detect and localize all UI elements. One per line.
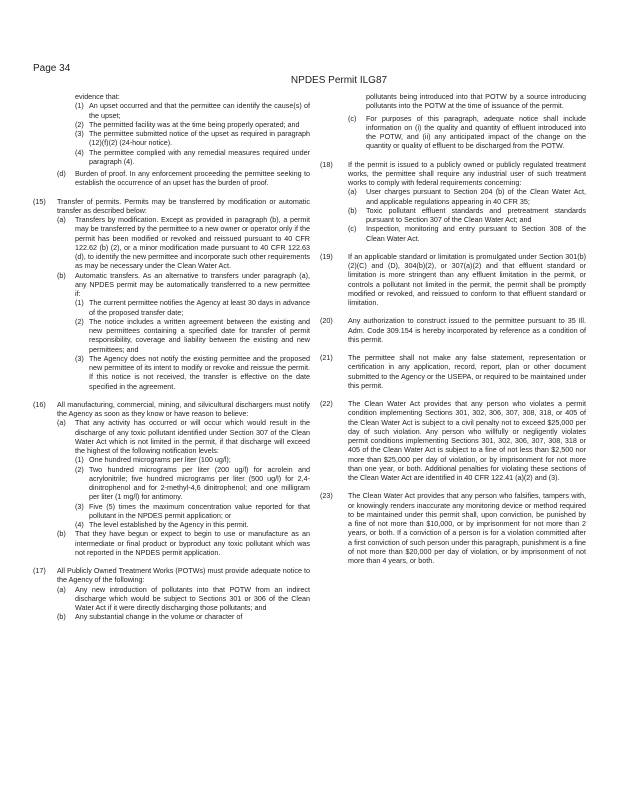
- section-22: (22) The Clean Water Act provides that any person who violates a permit condition implementing Sections 301, 302, 306, 307, 308, 318, or 405 of the Clean Water Act is subject to a civil penalty not to exceed $25,000 per day of such violation. Any person who willfully or negligently violates permit conditions implementing Sections 301, 302, 306, 307, 308, 318 or 405 of the Clean Water Act is subject to a fine of not less than $2,500 nor more than $25,000 per day of violation, or by imprisonment for not more than one year, or both. Additional penalties for violating these sections of the Clean Water Act are identified in 40 CFR 122.41 (a)(2) and (3).: [320, 399, 586, 482]
- section-20: (20) Any authorization to construct issued to the permittee pursuant to 35 Ill. Adm. Code 309.154 is hereby incorporated by reference as a condition of this permit.: [320, 316, 586, 344]
- section-17: (17) All Publicly Owned Treatment Works (POTWs) must provide adequate notice to the Agency of the following: (a) Any new introduction of pollutants into that POTW from an indirect discharge which would be subject to Sections 301 or 306 of the Clean Water Act if it were directly discharging those pollutants; and (b) Any substantial change in the volume or character of: [33, 566, 310, 622]
- list-item: (a) User charges pursuant to Section 204 (b) of the Clean Water Act, and applicable regulations appearing in 40 CFR 35;: [348, 187, 586, 206]
- section-17c: (c) For purposes of this paragraph, adequate notice shall include information on (i) the quality and quantity of effluent introduced into the POTW, and (ii) any anticipated impact of the change on the quantity or quality of effluent to be discharged from the POTW.: [348, 113, 586, 151]
- section-23: (23) The Clean Water Act provides that any person who falsifies, tampers with, or knowingly renders inaccurate any monitoring device or method required to be maintained under this permit shall, upon conviction, be punished by a fine of not more than $10,000, or by imprisonment for not more than 2 years, or both. If a conviction of a person is for a violation committed after a first conviction of such person under this paragraph, punishment is a fine of not more than $20,000 per day of violation, or by imprisonment of not more than 4 years, or both.: [320, 491, 586, 565]
- list-item: (b) Toxic pollutant effluent standards and pretreatment standards pursuant to Section 307 of the Clean Water Act; and: [348, 205, 586, 224]
- list-item: (3) The Agency does not notify the existing permittee and the proposed new permittee of its intent to modify or revoke and reissue the permit. If this notice is not received, the transfer is effective on the date specified in the agreement.: [75, 353, 310, 391]
- list-item: (c) Inspection, monitoring and entry pursuant to Section 308 of the Clean Water Act.: [348, 224, 586, 243]
- list-item: (4) The permittee complied with any remedial measures required under paragraph (4).: [75, 147, 310, 166]
- upset-evidence: [33, 92, 310, 166]
- list-item: (3) The permittee submitted notice of the upset as required in paragraph (12)(f)(2) (24-hour notice).: [75, 129, 310, 148]
- list-item: (3) Five (5) times the maximum concentration value reported for that pollutant in the NPDES permit application; or: [75, 501, 310, 520]
- list-item: (4) The level established by the Agency in this permit.: [75, 520, 249, 529]
- section-16: (16) All manufacturing, commercial, mining, and silvicultural dischargers must notify the Agency as soon as they know or have reason to believe: (a) That any activity has occurred or will occur which would result in the discharge of any toxic pollutant identified under Section 307 of the Clean Water Act which is not limited in the permit, if that discharge will exceed the highest of the following notification levels: (1) One hundred micrograms per liter (100 ug/l); (2) Two hundred micrograms per liter (200 ug/l) for acrolein and acrylonitrile; five hundred micrograms per liter (500 ug/l) for 2,4-dinitrophenol and for 2-methyl-4,6 dinitrophenol; and one milligram per liter (1 mg/l) for antimony. (3) Five (5) times the maximum concentration value reported for that pollutant in the NPDES permit application; or (4) The level established by the Agency in this permit. (b) That they have begun or expect to begin to use or manufacture as an intermediate or final product or byproduct any toxic pollutant which was not reported in the NPDES permit application.: [33, 399, 310, 557]
- left-column: [33, 92, 310, 631]
- list-item: (1) An upset occurred and that the permittee can identify the cause(s) of the upset;: [75, 101, 310, 120]
- right-column: [320, 92, 586, 574]
- section-21: (21) The permittee shall not make any false statement, representation or certification in any application, record, report, plan or other document submitted to the Agency or the USEPA, or required to be maintained under this permit.: [320, 353, 586, 390]
- burden-of-proof: (d) Burden of proof. In any enforcement proceeding the permittee seeking to establish the occurrence of an upset has the burden of proof.: [57, 169, 310, 188]
- list-item: (2) The notice includes a written agreement between the existing and new permittees containing a specified date for transfer of permit responsibility, coverage and liability between the existing and new permittees; and: [75, 316, 310, 354]
- section-18: (18) If the permit is issued to a publicly owned or publicly regulated treatment works, the permittee shall require any industrial user of such treatment works to comply with federal requirements concerning: (a) User charges pursuant to Section 204 (b) of the Clean Water Act, and applicable regulations appearing in 40 CFR 35; (b) Toxic pollutant effluent standards and pretreatment standards pursuant to Section 307 of the Clean Water Act; and (c) Inspection, monitoring and entry pursuant to Section 308 of the Clean Water Act.: [320, 159, 586, 243]
- list-item: (2) The permitted facility was at the time being properly operated; and: [75, 119, 300, 129]
- list-item: (1) The current permittee notifies the Agency at least 30 days in advance of the proposed transfer date;: [75, 298, 310, 317]
- page-number: Page 34: [33, 63, 71, 74]
- upset-intro: evidence that:: [75, 92, 120, 101]
- section-19: (19) If an applicable standard or limitation is promulgated under Section 301(b)(2)(C) and (D), 304(b)(2), or 307(a)(2) and that effluent standard or limitation is more stringent than any effluent limitation in the permit, or controls a pollutant not limited in the permit, the permit shall be promptly modified or revoked, and reissued to conform to that effluent standard or limitation.: [320, 251, 586, 307]
- list-item: (2) Two hundred micrograms per liter (200 ug/l) for acrolein and acrylonitrile; five hundred micrograms per liter (500 ug/l) for 2,4-dinitrophenol and for 2-methyl-4,6 dinitrophenol; and one milligram per liter (1 mg/l) for antimony.: [75, 464, 310, 502]
- section-15: (15) Transfer of permits. Permits may be transferred by modification or automatic transfer as described below: (a) Transfers by modification. Except as provided in paragraph (b), a permit may be transferred by the permittee to a new owner or operator only if the permit has been modified or revoked and reissued pursuant to 40 CFR 122.62 (b) (2), or a minor modification made pursuant to 40 CFR 122.63 (d), to identify the new permittee and incorporate such other requirements as may be necessary under the Clean Water Act. (b) Automatic transfers. As an alternative to transfers under paragraph (a), any NPDES permit may be automatically transferred to a new permittee if: (1) The current permittee notifies the Agency at least 30 days in advance of the proposed transfer date; (2) The notice includes a written agreement between the existing and new permittees containing a specified date for transfer of permit responsibility, coverage and liability between the existing and new permittees; and (3) The Agency does not notify the existing permittee and the proposed new permittee of its intent to modify or revoke and reissue the permit. If this notice is not received, the transfer is effective on the date specified in the agreement.: [33, 196, 310, 391]
- section-17-continuation: pollutants being introduced into that POTW by a source introducing pollutants into the POTW at the time of issuance of the permit.: [366, 92, 586, 111]
- list-item: (1) One hundred micrograms per liter (100 ug/l);: [75, 455, 231, 465]
- permit-title: NPDES Permit ILG87: [290, 75, 388, 86]
